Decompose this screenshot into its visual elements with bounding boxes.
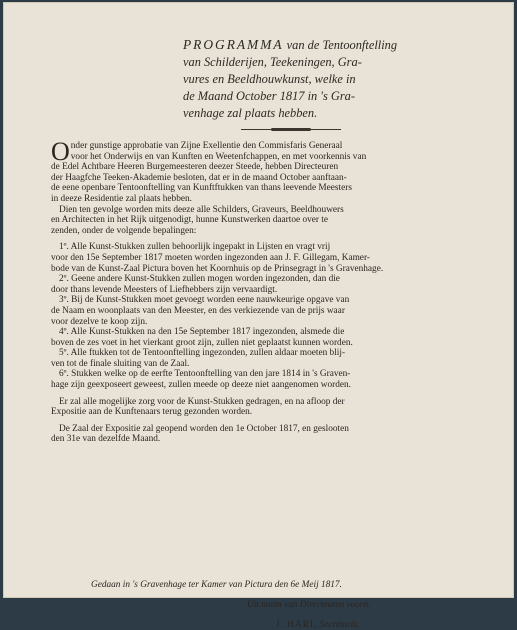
ornamental-rule [241,128,341,131]
condition-line: 3º. Bij de Kunst-Stukken moet gevoegt worden eene nauwkeurige opgave van [59,295,350,306]
title-programma: PROGRAMMA [183,37,284,52]
invite-line: Dien ten gevolge worden mits deeze alle Schilders, Graveurs, Beeldhouwers [59,204,344,215]
intro-line: de eene openbare Tentoonftelling van Kunftftukken van thans leevende Meesters [51,183,352,194]
title-line-5: venhage zal plaats hebben. [183,106,318,120]
condition-line: 2º. Geene andere Kunst-Stukken zullen mogen worden ingezonden, dan die [59,274,340,285]
condition-line: voor dezelve te koop zijn. [51,316,148,327]
invite-line: zenden, onder de volgende bepalingen: [51,225,197,236]
title-line-3: vures en Beeldhouwkunst, welke in [183,72,356,86]
condition-line: boven de zes voet in het vierkant groot zijn, zullen niet geplaatst kunnen worden. [51,337,353,348]
intro-line: in deeze Residentie zal plaats hebben. [51,193,192,204]
document-title [183,36,473,122]
document-sheet [3,2,514,630]
intro-line: der Haagfche Teeken-Akademie besloten, dat er in de maand October aanftaan- [51,172,347,183]
condition-line: de Naam en woonplaats van den Meester, en des verkiezende van de prijs waar [51,305,345,316]
condition-line: hage zijn geexposeert geweest, zullen meede op deeze niet aangenomen worden. [51,380,351,391]
hall-line: De Zaal der Expositie zal geopend worden den 1e October 1817, en geslooten [59,423,349,434]
intro-line: nder gunstige approbatie van Zijne Exellentie den Commisfaris Generaal [70,141,343,151]
conditions-list [51,242,490,390]
hall-line: den 31e van dezelfde Maand. [51,434,161,445]
hall-paragraph [51,424,490,445]
intro-paragraph [51,137,490,205]
document-content [51,36,484,630]
condition-line: 5º. Alle ftukken tot de Tentoonftelling ingezonden, zullen aldaar moeten blij- [59,348,346,359]
document-body [51,137,490,445]
title-line-4: de Maand October 1817 in 's Gra- [183,89,355,103]
invite-line: en Architecten in het Rijk uitgenodigt, hunne Kunstwerken daartoe over te [51,215,329,226]
done-at-line: Gedaan in 's Gravenhage ter Kamer van Pictura den 6e Meij 1817. [91,580,342,590]
condition-line: bode van de Kunst-Zaal Pictura boven het Koornhuis op de Prinsegragt in 's Gravenhage. [51,263,384,274]
care-line: Expositie aan de Kunftenaars terug gezonden worden. [51,407,253,418]
condition-line: 6º. Stukken welke op de eerfte Tentoonftelling van den jare 1814 in 's Graven- [59,369,351,380]
on-behalf-line: Uit naam van Directeuren voorn. [247,600,371,610]
signatory-role: Secretaris. [319,620,360,630]
condition-line: 4º. Alle Kunst-Stukken na den 15e September 1817 ingezonden, alsmede die [59,327,345,338]
title-line-2: van Schilderijen, Teekeningen, Gra- [183,55,362,69]
intro-line: de Edel Achtbare Heeren Burgemeesteren deezer Steede, hebben Directeuren [51,162,339,173]
title-line-1: van de Tentoonftelling [286,38,398,52]
condition-line: ven tot de finale sluiting van de Zaal. [51,358,190,369]
care-paragraph [51,397,490,418]
condition-line: door thans levende Meesters of Liefhebbers zijn vervaardigt. [51,284,278,295]
intro-line: voor het Onderwijs en van Kunften en Weetenfchappen, en met voorkennis van [70,151,367,162]
signatory-name: J. HARI, [276,620,318,630]
care-line: Er zal alle mogelijke zorg voor de Kunst-Stukken gedragen, en na afloop der [59,396,345,407]
condition-line: voor den 15e September 1817 moeten worden ingezonden aan J. F. Gillegam, Kamer- [51,252,370,263]
invitation-paragraph [51,205,490,237]
drop-cap: O [51,137,70,166]
signature [276,620,359,630]
condition-line: 1º. Alle Kunst-Stukken zullen behoorlijk ingepakt in Lijsten en vragt vrij [59,242,331,253]
